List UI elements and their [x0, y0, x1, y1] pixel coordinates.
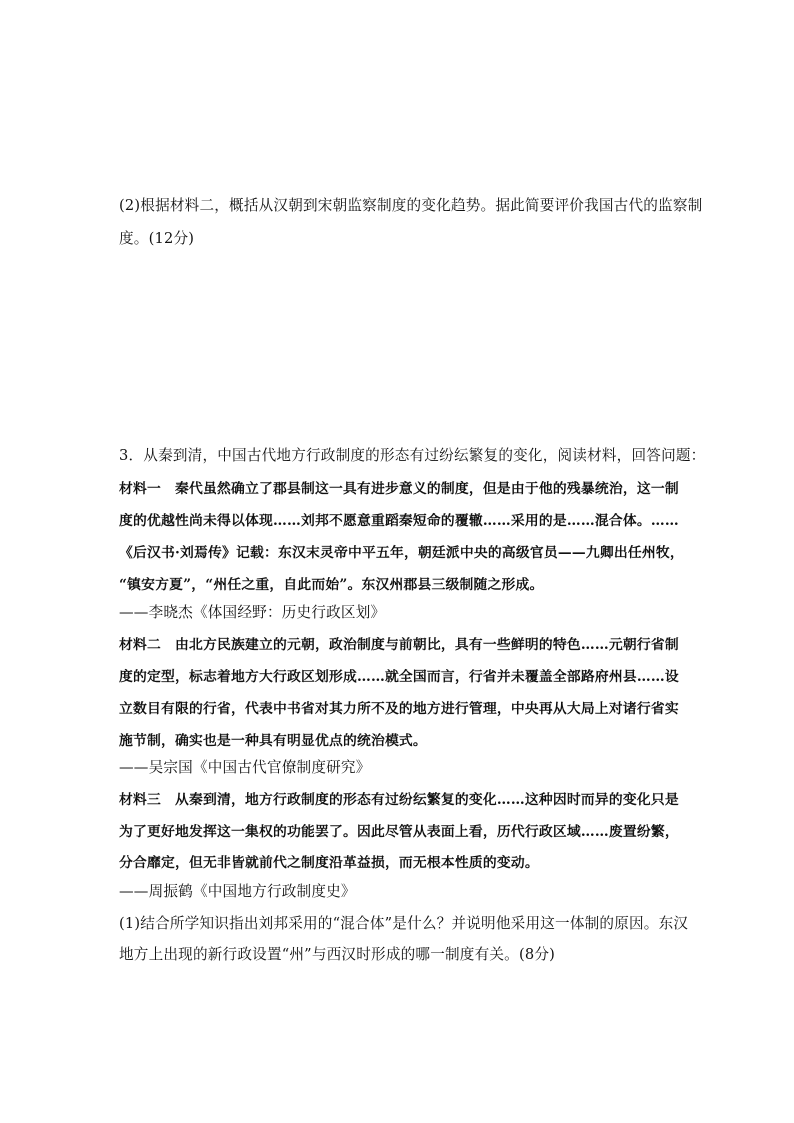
- question-3-part-1-line-1: (1)结合所学知识指出刘邦采用的“混合体”是什么？并说明他采用这一体制的原因。东汉: [119, 915, 689, 932]
- material-2-line-1: 材料二 由北方民族建立的元朝，政治制度与前朝比，具有一些鲜明的特色……元朝行省制: [119, 637, 679, 653]
- material-2-line-2: 度的定型，标志着地方大行政区划形成……就全国而言，行省并未覆盖全部路府州县……设: [119, 669, 679, 685]
- question-2-line-2: 度。(12分): [119, 230, 195, 247]
- question-3-intro: 3．从秦到清，中国古代地方行政制度的形态有过纷纭繁复的变化，阅读材料，回答问题：: [119, 447, 706, 464]
- material-3-line-1: 材料三 从秦到清，地方行政制度的形态有过纷纭繁复的变化……这种因时而异的变化只是: [119, 792, 679, 808]
- question-3-part-1-line-2: 地方上出现的新行政设置“州”与西汉时形成的哪一制度有关。(8分): [119, 946, 556, 963]
- material-3-line-2: 为了更好地发挥这一集权的功能罢了。因此尽管从表面上看，历代行政区域……废置纷繁，: [119, 824, 679, 840]
- material-1-line-4: “镇安方夏”，“州任之重，自此而始”。东汉州郡县三级制随之形成。: [119, 577, 544, 593]
- material-1-source: ——李晓杰《体国经野：历史行政区划》: [119, 604, 386, 621]
- material-2-line-4: 施节制，确实也是一种具有明显优点的统治模式。: [119, 733, 427, 749]
- material-1-line-1: 材料一 秦代虽然确立了郡县制这一具有进步意义的制度，但是由于他的残暴统治，这一制: [119, 481, 679, 497]
- material-2-source: ——吴宗国《中国古代官僚制度研究》: [119, 759, 371, 776]
- material-1-line-2: 度的优越性尚未得以体现……刘邦不愿意重蹈秦短命的覆辙……采用的是……混合体。……: [119, 513, 679, 529]
- material-2-line-3: 立数目有限的行省，代表中书省对其力所不及的地方进行管理，中央再从大局上对诸行省实: [119, 701, 679, 717]
- material-3-line-3: 分合靡定，但无非皆就前代之制度沿革益损，而无根本性质的变动。: [119, 855, 539, 871]
- material-1-line-3: 《后汉书·刘焉传》记载：东汉末灵帝中平五年，朝廷派中央的高级官员——九卿出任州牧，: [119, 545, 684, 561]
- material-3-source: ——周振鹤《中国地方行政制度史》: [119, 883, 356, 900]
- question-2-line-1: (2)根据材料二，概括从汉朝到宋朝监察制度的变化趋势。据此简要评价我国古代的监察制: [119, 197, 703, 214]
